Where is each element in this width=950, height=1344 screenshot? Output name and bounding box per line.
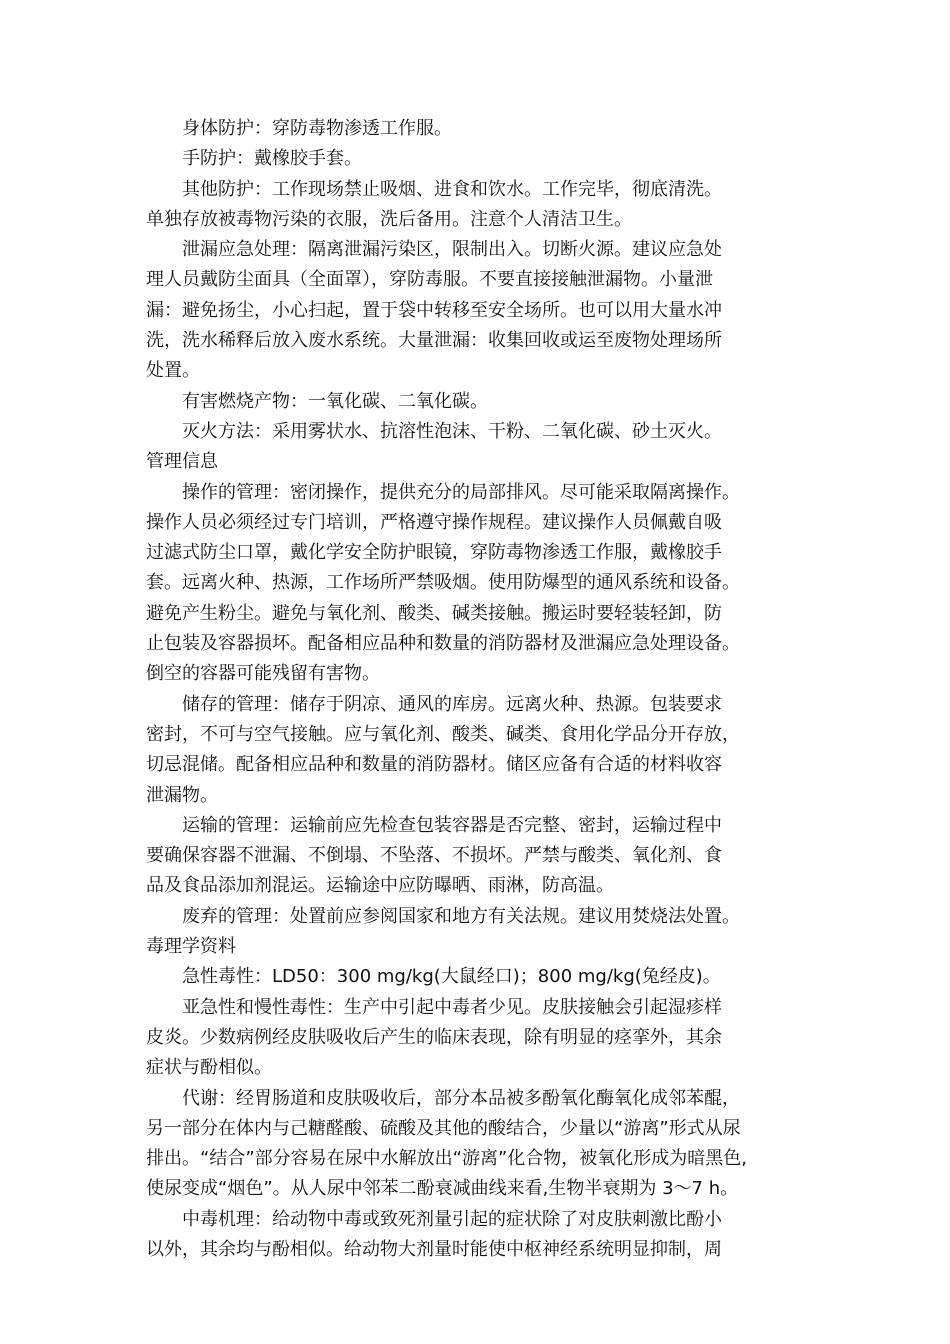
paragraph-first-line: 灭火方法：采用雾状水、抗溶性泡沫、干粉、二氧化碳、砂土灭火。	[182, 420, 722, 442]
paragraph-line: 症状与酚相似。	[146, 1057, 272, 1079]
paragraph-line: 管理信息	[146, 451, 218, 473]
paragraph-line: 使尿变成“烟色”。从人尿中邻苯二酚衰减曲线来看,生物半衰期为 3～7 h。	[146, 1178, 739, 1200]
paragraph-line: 皮炎。少数病例经皮肤吸收后产生的临床表现，除有明显的痉挛外，其余	[146, 1026, 722, 1048]
paragraph-first-line: 有害燃烧产物：一氧化碳、二氧化碳。	[182, 390, 488, 412]
document-body	[146, 114, 810, 1265]
paragraph-first-line: 代谢：经胃肠道和皮肤吸收后，部分本品被多酚氧化酶氧化成邻苯醌，	[182, 1087, 740, 1109]
paragraph-line: 切忌混储。配备相应品种和数量的消防器材。储区应备有合适的材料收容	[146, 754, 722, 776]
paragraph-first-line: 储存的管理：储存于阴凉、通风的库房。远离火种、热源。包装要求	[182, 693, 722, 715]
paragraph-line: 以外，其余均与酚相似。给动物大剂量时能使中枢神经系统明显抑制，周	[146, 1238, 722, 1260]
paragraph-line: 泄漏物。	[146, 784, 218, 806]
paragraph-line: 洗，洗水稀释后放入废水系统。大量泄漏：收集回收或运至废物处理场所	[146, 330, 722, 352]
paragraph-line: 另一部分在体内与己糖醛酸、硫酸及其他的酸结合，少量以“游离”形式从尿	[146, 1117, 741, 1139]
paragraph-line: 理人员戴防尘面具（全面罩），穿防毒服。不要直接接触泄漏物。小量泄	[146, 269, 713, 291]
paragraph-line: 避免产生粉尘。避免与氧化剂、酸类、碱类接触。搬运时要轻装轻卸，防	[146, 602, 722, 624]
paragraph-line: 倒空的容器可能残留有害物。	[146, 663, 380, 685]
paragraph-line: 单独存放被毒物污染的衣服，洗后备用。注意个人清洁卫生。	[146, 208, 632, 230]
paragraph-first-line: 急性毒性：LD50：300 mg/kg(大鼠经口)；800 mg/kg(兔经皮)。	[182, 966, 721, 988]
paragraph-line: 漏：避免扬尘，小心扫起，置于袋中转移至安全场所。也可以用大量水冲	[146, 299, 722, 321]
paragraph-first-line: 泄漏应急处理：隔离泄漏污染区，限制出入。切断火源。建议应急处	[182, 239, 722, 261]
paragraph-first-line: 其他防护：工作现场禁止吸烟、进食和饮水。工作完毕，彻底清洗。	[182, 178, 722, 200]
paragraph-line: 过滤式防尘口罩，戴化学安全防护眼镜，穿防毒物渗透工作服，戴橡胶手	[146, 542, 722, 564]
paragraph-first-line: 身体防护：穿防毒物渗透工作服。	[182, 118, 452, 139]
paragraph-line: 排出。“结合”部分容易在尿中水解放出“游离”化合物，被氧化形成为暗黑色,	[146, 1148, 748, 1170]
paragraph-line: 止包装及容器损坏。配备相应品种和数量的消防器材及泄漏应急处理设备。	[146, 633, 740, 655]
paragraph-line: 密封，不可与空气接触。应与氧化剂、酸类、碱类、食用化学品分开存放，	[146, 723, 740, 745]
paragraph-line: 处置。	[146, 360, 200, 382]
paragraph-line: 品及食品添加剂混运。运输途中应防曝晒、雨淋，防高温。	[146, 875, 614, 897]
paragraph-first-line: 手防护：戴橡胶手套。	[182, 148, 362, 170]
paragraph-line: 操作人员必须经过专门培训，严格遵守操作规程。建议操作人员佩戴自吸	[146, 511, 722, 533]
paragraph-first-line: 中毒机理：给动物中毒或致死剂量引起的症状除了对皮肤刺激比酚小	[182, 1208, 722, 1230]
paragraph-line: 毒理学资料	[146, 936, 236, 958]
paragraph-first-line: 运输的管理：运输前应先检查包装容器是否完整、密封，运输过程中	[182, 814, 722, 836]
paragraph-line: 要确保容器不泄漏、不倒塌、不坠落、不损坏。严禁与酸类、氧化剂、食	[146, 845, 722, 867]
paragraph-first-line: 操作的管理：密闭操作，提供充分的局部排风。尽可能采取隔离操作。	[182, 481, 740, 503]
paragraph-first-line: 亚急性和慢性毒性：生产中引起中毒者少见。皮肤接触会引起湿疹样	[182, 996, 722, 1018]
paragraph-first-line: 废弃的管理：处置前应参阅国家和地方有关法规。建议用焚烧法处置。	[182, 905, 740, 927]
paragraph-line: 套。远离火种、热源，工作场所严禁吸烟。使用防爆型的通风系统和设备。	[146, 572, 740, 594]
